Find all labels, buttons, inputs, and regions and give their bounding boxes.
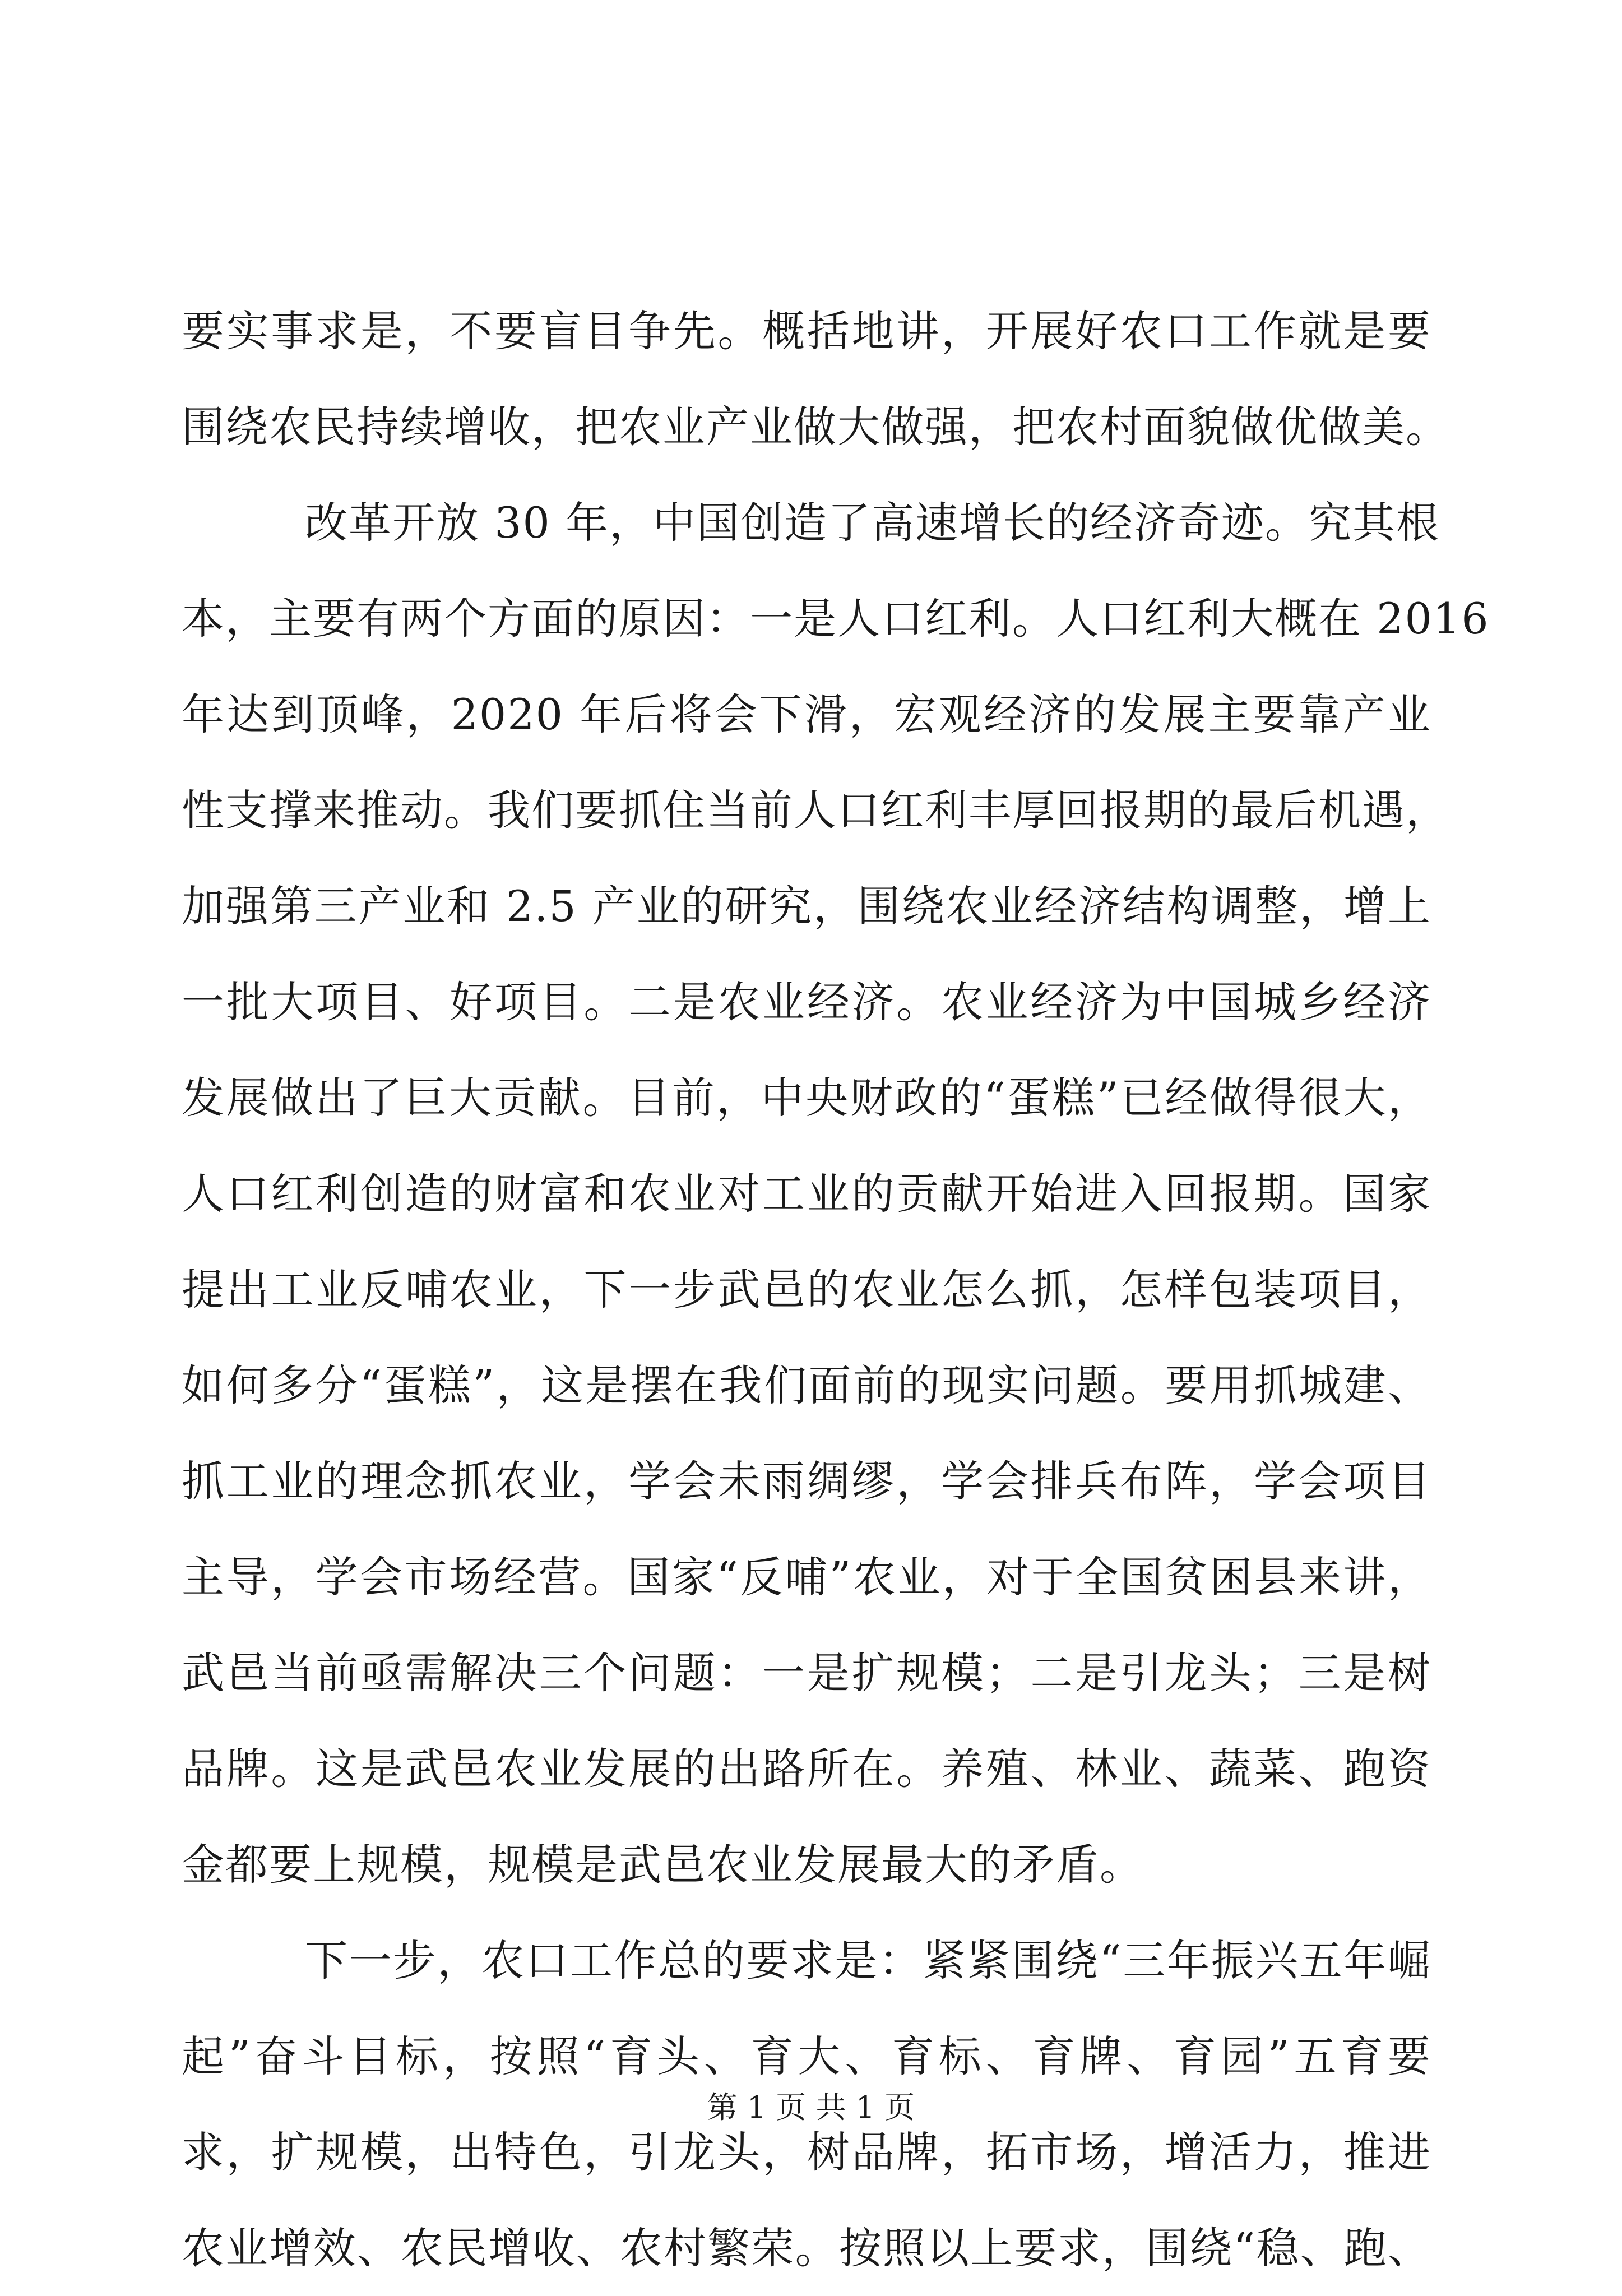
text-line: 性支撑来推动。我们要抓住当前人口红利丰厚回报期的最后机遇， [182,785,1449,835]
text-line: 围绕农民持续增收，把农业产业做大做强，把农村面貌做优做美。 [182,402,1449,452]
text-line: 起”奋斗目标，按照“育头、育大、育标、育牌、育园”五育要 [182,2031,1431,2081]
text-line: 抓工业的理念抓农业，学会未雨绸缪，学会排兵布阵，学会项目 [182,1456,1431,1506]
page-number-footer: 第 1 页 共 1 页 [707,2090,915,2125]
text-line: 金都要上规模，规模是武邑农业发展最大的矛盾。 [182,1840,1143,1890]
text-line: 一批大项目、好项目。二是农业经济。农业经济为中国城乡经济 [182,977,1431,1027]
text-line: 如何多分“蛋糕”，这是摆在我们面前的现实问题。要用抓城建、 [182,1360,1431,1410]
document-body [182,283,1490,2296]
text-line: 发展做出了巨大贡献。目前，中央财政的“蛋糕”已经做得很大， [182,1073,1431,1123]
text-line: 提出工业反哺农业，下一步武邑的农业怎么抓，怎样包装项目， [182,1265,1431,1314]
paragraph-first-line: 改革开放 30 年，中国创造了高速增长的经济奇迹。究其根 [305,498,1440,548]
text-line: 品牌。这是武邑农业发展的出路所在。养殖、林业、蔬菜、跑资 [182,1744,1431,1794]
text-line: 求，扩规模，出特色，引龙头，树品牌，拓市场，增活力，推进 [182,2127,1431,2177]
text-line: 本，主要有两个方面的原因：一是人口红利。人口红利大概在 2016 [182,594,1490,644]
text-line: 加强第三产业和 2.5 产业的研究，围绕农业经济结构调整，增上 [182,881,1431,931]
text-line: 要实事求是，不要盲目争先。概括地讲，开展好农口工作就是要 [182,306,1431,356]
text-line: 年达到顶峰，2020 年后将会下滑，宏观经济的发展主要靠产业 [182,689,1431,739]
paragraph-first-line: 下一步，农口工作总的要求是：紧紧围绕“三年振兴五年崛 [305,1936,1431,1985]
text-line: 主导，学会市场经营。国家“反哺”农业，对于全国贫困县来讲， [182,1552,1431,1602]
text-line: 武邑当前亟需解决三个问题：一是扩规模；二是引龙头；三是树 [182,1648,1431,1698]
text-line: 人口红利创造的财富和农业对工业的贡献开始进入回报期。国家 [182,1169,1431,1219]
text-line: 农业增效、农民增收、农村繁荣。按照以上要求，围绕“稳、跑、 [182,2223,1431,2273]
